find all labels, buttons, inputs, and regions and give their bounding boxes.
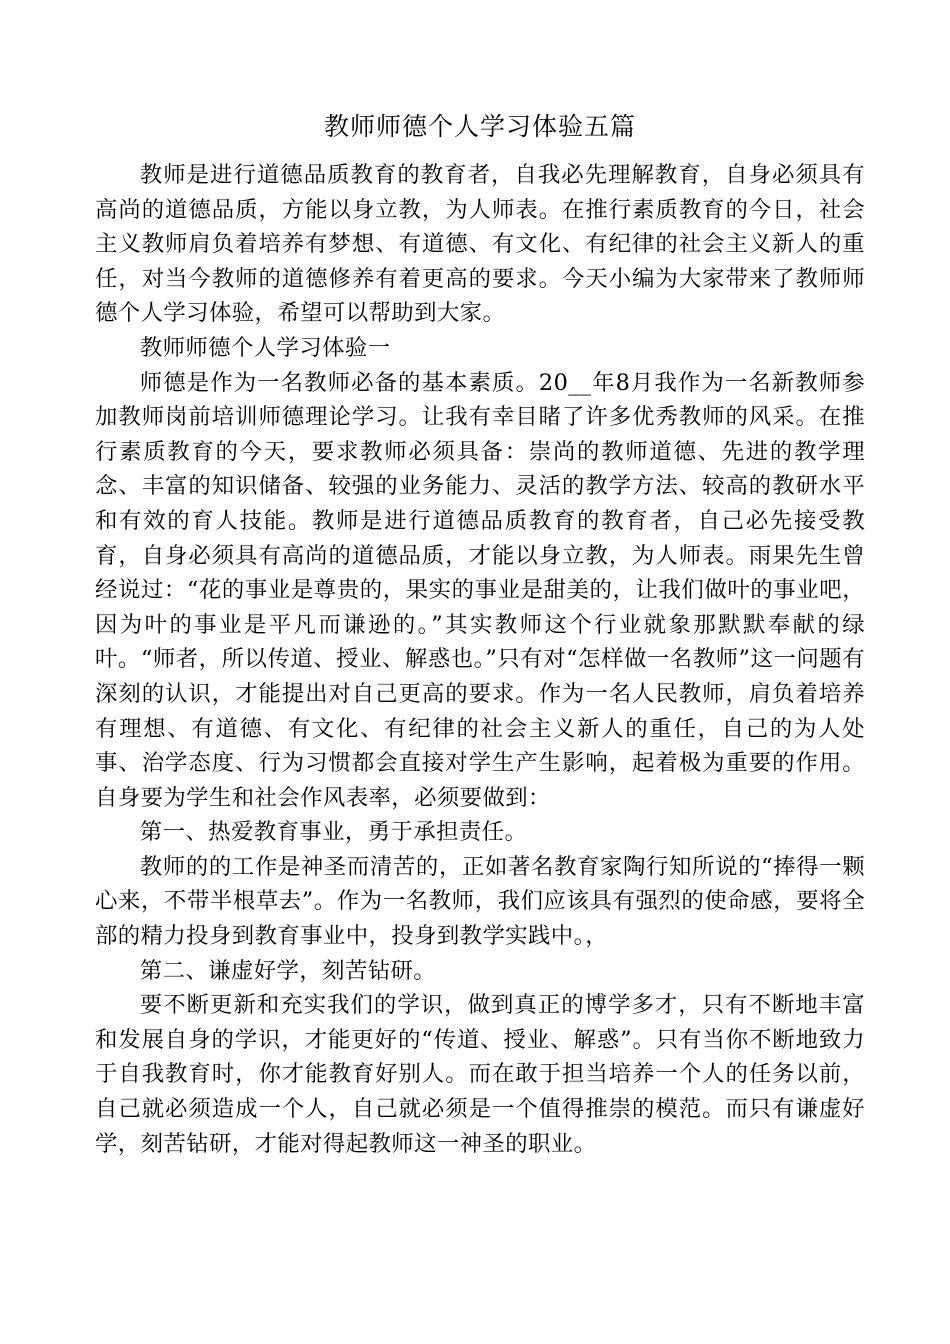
intro-paragraph: 教师是进行道德品质教育的教育者，自我必先理解教育，自身必须具有高尚的道德品质，方能以身立教，为人师表。在推行素质教育的今日，社会主义教师肩负着培养有梦想、有道德、有文化、有纪律的社会主义新人的重任，对当今教师的道德修养有着更高的要求。今天小编为大家带来了教师师德个人学习体验，希望可以帮助到大家。	[95, 162, 865, 327]
section-heading-1: 教师师德个人学习体验一	[139, 334, 391, 361]
point-heading-2: 第二、谦虚好学，刻苦钻研。	[139, 957, 437, 984]
body-paragraph: 要不断更新和充实我们的学识，做到真正的博学多才，只有不断地丰富和发展自身的学识，才能更好的“传道、授业、解惑”。只有当你不断地致力于自我教育时，你才能教育好别人。而在敢于担当培养一个人的任务以前，自己就必须造成一个人，自己就必须是一个值得推崇的模范。而只有谦虚好学，刻苦钻研，才能对得起教师这一神圣的职业。	[95, 992, 865, 1157]
body-paragraph: 师德是作为一名教师必备的基本素质。20__年8月我作为一名新教师参加教师岗前培训师德理论学习。让我有幸目睹了许多优秀教师的风采。在推行素质教育的今天，要求教师必须具备：崇尚的教师道德、先进的教学理念、丰富的知识储备、较强的业务能力、灵活的教学方法、较高的教研水平和有效的育人技能。教师是进行道德品质教育的教育者，自己必先接受教育，自身必须具有高尚的道德品质，才能以身立教，为人师表。雨果先生曾经说过：“花的事业是尊贵的，果实的事业是甜美的，让我们做叶的事业吧，因为叶的事业是平凡而谦逊的。”其实教师这个行业就象那默默奉献的绿叶。“师者，所以传道、授业、解惑也。”只有对“怎样做一名教师”这一问题有深刻的认识，才能提出对自己更高的要求。作为一名人民教师，肩负着培养有理想、有道德、有文化、有纪律的社会主义新人的重任，自己的为人处事、治学态度、行为习惯都会直接对学生产生影响，起着极为重要的作用。自身要为学生和社会作风表率，必须要做到：	[95, 369, 865, 811]
document-title: 教师师德个人学习体验五篇	[323, 112, 636, 141]
point-heading-1: 第一、热爱教育事业，勇于承担责任。	[139, 819, 528, 846]
document-page	[95, 110, 865, 1161]
body-paragraph: 教师的的工作是神圣而清苦的，正如著名教育家陶行知所说的“捧得一颗心来，不带半根草去”。作为一名教师，我们应该具有强烈的使命感，要将全部的精力投身到教育事业中，投身到教学实践中。，	[95, 853, 865, 950]
